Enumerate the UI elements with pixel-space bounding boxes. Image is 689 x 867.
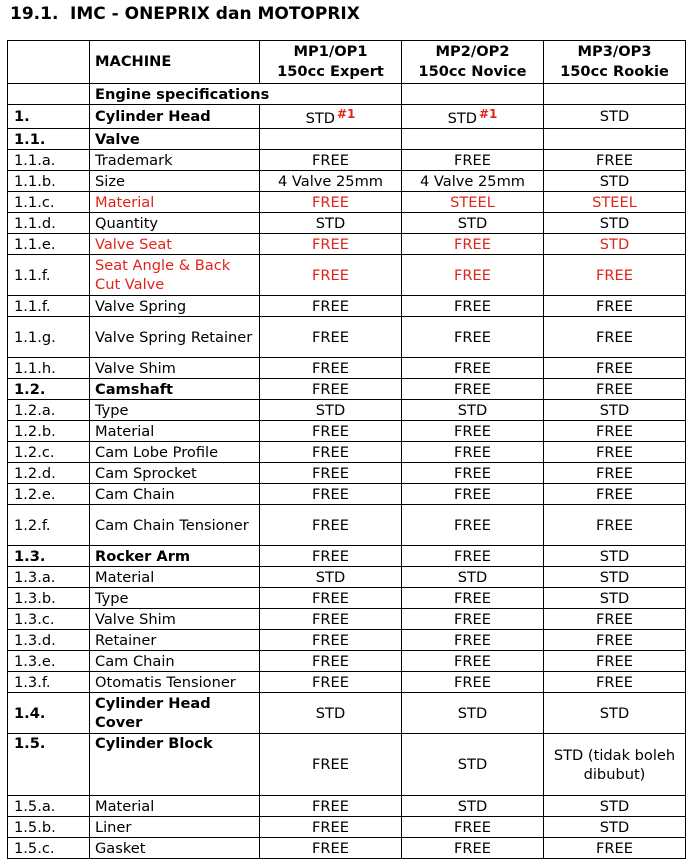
row-value-text: FREE: [312, 443, 349, 461]
row-value-text: FREE: [312, 673, 349, 691]
table-row: [8, 630, 686, 651]
row-value-col3: [544, 484, 686, 505]
row-value-text: FREE: [312, 516, 349, 534]
row-value-col3: [544, 105, 686, 129]
row-value-col1: [260, 129, 402, 150]
row-value-col3: [544, 234, 686, 255]
row-component-name: Material: [90, 421, 260, 442]
row-value-col3: [544, 693, 686, 734]
row-value-col1: [260, 567, 402, 588]
row-value-col2: [402, 171, 544, 192]
row-value-text: 4 Valve 25mm: [419, 172, 526, 190]
header-blank-cell: [8, 41, 90, 84]
row-value-col3: [544, 213, 686, 234]
row-value-col3: [544, 255, 686, 296]
column-header-line1: MP3/OP3: [577, 43, 652, 60]
row-component-name: Valve Shim: [90, 358, 260, 379]
row-value-text: FREE: [312, 652, 349, 670]
row-value-text: FREE: [454, 359, 491, 377]
row-value-text: FREE: [454, 464, 491, 482]
row-value-col1: [260, 672, 402, 693]
row-value-col3: [544, 192, 686, 213]
row-component-name: Retainer: [90, 630, 260, 651]
spec-table-body: [8, 41, 686, 859]
row-value-col3: [544, 129, 686, 150]
row-value-col2: [402, 192, 544, 213]
row-component-name: Seat Angle & Back Cut Valve: [90, 255, 260, 296]
row-number: 1.3.c.: [8, 609, 90, 630]
table-row: [8, 421, 686, 442]
row-number: 1.2.e.: [8, 484, 90, 505]
row-component-name: Cam Sprocket: [90, 463, 260, 484]
table-row: [8, 255, 686, 296]
row-value-col3: [544, 630, 686, 651]
row-value-col1: [260, 400, 402, 421]
footnote-mark: #1: [337, 107, 356, 121]
row-value-text: FREE: [596, 422, 633, 440]
row-value-text: STD: [599, 818, 630, 836]
row-value-col2: [402, 296, 544, 317]
row-value-text: FREE: [596, 359, 633, 377]
row-number: 1.2.a.: [8, 400, 90, 421]
row-value-text: FREE: [312, 589, 349, 607]
column-header-line2: 150cc Novice: [418, 63, 527, 80]
row-value-text: STD (tidak boleh dibubut): [553, 746, 676, 783]
row-value-text: FREE: [454, 516, 491, 534]
section-blank-cell: [8, 84, 90, 105]
row-component-name: Camshaft: [90, 379, 260, 400]
row-value-text: FREE: [312, 631, 349, 649]
row-component-name: Quantity: [90, 213, 260, 234]
row-component-name: Liner: [90, 817, 260, 838]
row-value-text: FREE: [454, 380, 491, 398]
row-number: 1.: [8, 105, 90, 129]
row-value-text: STD: [315, 568, 346, 586]
table-row: [8, 672, 686, 693]
row-value-col3: [544, 651, 686, 672]
row-value-col3: [544, 505, 686, 546]
table-row: [8, 317, 686, 358]
row-value-col2: [402, 421, 544, 442]
row-component-name: Cylinder Head Cover: [90, 693, 260, 734]
row-value-col2: [402, 463, 544, 484]
row-number: 1.1.f.: [8, 296, 90, 317]
row-value-text: STEEL: [592, 193, 637, 211]
row-value-text: FREE: [454, 673, 491, 691]
machine-header: MACHINE: [90, 41, 260, 84]
column-header-line1: MP1/OP1: [293, 43, 368, 60]
row-value-col3: [544, 463, 686, 484]
row-value-col2: [402, 505, 544, 546]
table-row: [8, 838, 686, 859]
row-component-name: Material: [90, 192, 260, 213]
row-value-text: STD: [599, 235, 630, 253]
row-number: 1.2.c.: [8, 442, 90, 463]
row-value-text: STD: [457, 568, 488, 586]
table-row: [8, 817, 686, 838]
table-row: [8, 505, 686, 546]
row-component-name: Cam Chain Tensioner: [90, 505, 260, 546]
table-row: [8, 105, 686, 129]
row-value-col1: [260, 817, 402, 838]
row-value-col3: [544, 171, 686, 192]
row-component-name: Type: [90, 400, 260, 421]
row-value-col1: [260, 379, 402, 400]
row-component-name: Rocker Arm: [90, 546, 260, 567]
row-value-col1: [260, 734, 402, 796]
row-value-text: FREE: [596, 839, 633, 857]
row-component-name: Cam Lobe Profile: [90, 442, 260, 463]
row-number: 1.1.f.: [8, 255, 90, 296]
row-value-text: FREE: [454, 631, 491, 649]
row-value-text: STD: [599, 589, 630, 607]
row-value-text: FREE: [454, 818, 491, 836]
row-value-col1: [260, 463, 402, 484]
table-row: [8, 567, 686, 588]
row-component-name: Valve Spring: [90, 296, 260, 317]
row-value-col2: [402, 129, 544, 150]
row-number: 1.1.h.: [8, 358, 90, 379]
row-value-col3: [544, 421, 686, 442]
row-value-text: FREE: [312, 839, 349, 857]
row-value-col2: [402, 693, 544, 734]
row-component-name: Valve Seat: [90, 234, 260, 255]
row-value-text: FREE: [596, 151, 633, 169]
row-value-text: FREE: [312, 328, 349, 346]
row-value-text: FREE: [312, 359, 349, 377]
row-value-col1: [260, 255, 402, 296]
table-row: [8, 400, 686, 421]
table-row: [8, 609, 686, 630]
row-value-text: FREE: [454, 422, 491, 440]
row-value-text: FREE: [312, 151, 349, 169]
table-row: [8, 588, 686, 609]
row-component-name: Valve Shim: [90, 609, 260, 630]
row-value-col3: [544, 609, 686, 630]
row-value-col1: [260, 317, 402, 358]
row-value-text: STD: [457, 401, 488, 419]
row-component-name: Otomatis Tensioner: [90, 672, 260, 693]
spec-table: [7, 40, 686, 859]
row-value-col3: [544, 588, 686, 609]
row-number: 1.3.a.: [8, 567, 90, 588]
row-value-text: FREE: [596, 673, 633, 691]
row-value-col2: [402, 255, 544, 296]
row-value-text: FREE: [596, 443, 633, 461]
row-value-text: FREE: [596, 464, 633, 482]
row-value-col1: [260, 358, 402, 379]
row-value-col1: [260, 442, 402, 463]
table-row: [8, 192, 686, 213]
row-number: 1.3.f.: [8, 672, 90, 693]
row-value-col3: [544, 379, 686, 400]
row-value-text: FREE: [312, 610, 349, 628]
section-title: Engine specifications: [90, 84, 402, 105]
row-value-text: FREE: [312, 193, 349, 211]
page-heading: [10, 2, 360, 26]
table-row: [8, 358, 686, 379]
table-row: [8, 693, 686, 734]
row-value-text: FREE: [312, 380, 349, 398]
row-value-text: FREE: [596, 652, 633, 670]
row-value-col3: [544, 546, 686, 567]
section-blank-cell: [544, 84, 686, 105]
row-number: 1.1.b.: [8, 171, 90, 192]
row-number: 1.4.: [8, 693, 90, 734]
row-value-col1: [260, 171, 402, 192]
row-value-col2: [402, 400, 544, 421]
table-row: [8, 546, 686, 567]
row-component-name: Cam Chain: [90, 484, 260, 505]
row-value-col2: [402, 609, 544, 630]
table-row: [8, 234, 686, 255]
row-number: 1.3.e.: [8, 651, 90, 672]
row-value-col2: [402, 358, 544, 379]
row-value-col3: [544, 317, 686, 358]
row-value-text: STD: [599, 704, 630, 722]
row-value-text: FREE: [454, 328, 491, 346]
row-value-col1: [260, 421, 402, 442]
row-value-text: FREE: [312, 297, 349, 315]
row-number: 1.5.c.: [8, 838, 90, 859]
row-value-text: FREE: [596, 485, 633, 503]
row-value-text: FREE: [596, 297, 633, 315]
row-value-text: FREE: [454, 589, 491, 607]
row-value-col1: [260, 505, 402, 546]
row-value-text: FREE: [312, 756, 349, 773]
row-value-col2: [402, 630, 544, 651]
row-value-col2: [402, 213, 544, 234]
row-value-col1: [260, 484, 402, 505]
row-value-text: FREE: [454, 610, 491, 628]
row-value-text: FREE: [312, 266, 349, 284]
row-number: 1.1.c.: [8, 192, 90, 213]
row-value-col3: [544, 567, 686, 588]
row-value-col2: [402, 672, 544, 693]
row-value-text: FREE: [454, 443, 491, 461]
table-row: [8, 129, 686, 150]
row-value-text: FREE: [454, 652, 491, 670]
row-value-col2: [402, 838, 544, 859]
row-component-name: Trademark: [90, 150, 260, 171]
column-header-mp3: [544, 41, 686, 84]
row-value-text: STEEL: [450, 193, 495, 211]
row-value-col2: [402, 546, 544, 567]
row-value-text: FREE: [454, 266, 491, 284]
row-value-text: STD: [599, 108, 630, 125]
row-value-col1: [260, 150, 402, 171]
row-value-text: STD: [457, 704, 488, 722]
row-value-text: FREE: [596, 328, 633, 346]
row-component-name: Cylinder Block: [90, 734, 260, 796]
row-value-text: FREE: [596, 516, 633, 534]
row-number: 1.3.d.: [8, 630, 90, 651]
row-value-col2: [402, 588, 544, 609]
row-value-col1: [260, 838, 402, 859]
row-value-text: FREE: [454, 547, 491, 565]
row-number: 1.5.a.: [8, 796, 90, 817]
table-row: [8, 171, 686, 192]
row-value-col1: [260, 192, 402, 213]
row-value-col1: [260, 796, 402, 817]
row-value-text: STD: [599, 214, 630, 232]
column-header-mp2: [402, 41, 544, 84]
row-component-name: Size: [90, 171, 260, 192]
table-row: [8, 379, 686, 400]
heading-title: IMC - ONEPRIX dan MOTOPRIX: [70, 4, 360, 24]
footnote-mark: #1: [479, 107, 498, 121]
row-value-text: 4 Valve 25mm: [277, 172, 384, 190]
row-number: 1.3.: [8, 546, 90, 567]
row-component-name: Material: [90, 567, 260, 588]
row-value-text: FREE: [596, 380, 633, 398]
row-value-col3: [544, 296, 686, 317]
row-component-name: Valve: [90, 129, 260, 150]
row-value-col1: [260, 609, 402, 630]
column-header-line1: MP2/OP2: [435, 43, 510, 60]
row-value-text: FREE: [454, 485, 491, 503]
row-value-col1: [260, 296, 402, 317]
row-number: 1.1.d.: [8, 213, 90, 234]
row-value-col3: [544, 400, 686, 421]
row-number: 1.1.: [8, 129, 90, 150]
row-value-col2: [402, 105, 544, 129]
row-component-name: Type: [90, 588, 260, 609]
row-value-text: FREE: [596, 610, 633, 628]
row-value-text: STD: [457, 797, 488, 815]
table-row: [8, 213, 686, 234]
row-component-name: Cylinder Head: [90, 105, 260, 129]
row-value-col2: [402, 796, 544, 817]
row-value-col2: [402, 317, 544, 358]
row-number: 1.1.e.: [8, 234, 90, 255]
row-value-text: STD: [315, 704, 346, 722]
row-value-col3: [544, 838, 686, 859]
row-value-col3: [544, 796, 686, 817]
table-row: [8, 484, 686, 505]
table-row: [8, 150, 686, 171]
row-value-text: STD: [599, 172, 630, 190]
row-value-col3: [544, 817, 686, 838]
table-row: [8, 442, 686, 463]
row-value-col3: [544, 358, 686, 379]
column-header-line2: 150cc Rookie: [560, 63, 669, 80]
row-number: 1.2.d.: [8, 463, 90, 484]
row-value-col2: [402, 651, 544, 672]
row-component-name: Valve Spring Retainer: [90, 317, 260, 358]
table-header-row: [8, 41, 686, 84]
row-value-text: STD: [599, 797, 630, 815]
row-value-col2: [402, 817, 544, 838]
row-value-text: FREE: [312, 797, 349, 815]
row-value-text: FREE: [312, 547, 349, 565]
row-value-col3: [544, 150, 686, 171]
column-header-mp1: [260, 41, 402, 84]
row-value-text: STD: [599, 568, 630, 586]
column-header-line2: 150cc Expert: [277, 63, 384, 80]
row-value-col2: [402, 567, 544, 588]
row-number: 1.2.: [8, 379, 90, 400]
row-value-text: STD: [315, 214, 346, 232]
row-value-text: FREE: [454, 151, 491, 169]
row-value-text: STD: [457, 214, 488, 232]
row-number: 1.2.b.: [8, 421, 90, 442]
row-number: 1.1.a.: [8, 150, 90, 171]
table-row: [8, 796, 686, 817]
row-value-col1: [260, 546, 402, 567]
row-value-col2: [402, 484, 544, 505]
row-value-col2: [402, 734, 544, 796]
row-number: 1.1.g.: [8, 317, 90, 358]
row-value-text: FREE: [312, 422, 349, 440]
row-value-col2: [402, 442, 544, 463]
row-value-text: FREE: [454, 839, 491, 857]
row-value-text: STD: [599, 547, 630, 565]
section-row: [8, 84, 686, 105]
row-value-text: STD: [305, 110, 335, 127]
table-row: [8, 463, 686, 484]
row-value-text: FREE: [312, 818, 349, 836]
row-value-col1: [260, 105, 402, 129]
row-value-text: FREE: [596, 266, 633, 284]
row-value-col2: [402, 150, 544, 171]
row-component-name: Gasket: [90, 838, 260, 859]
table-row: [8, 651, 686, 672]
row-value-text: FREE: [454, 235, 491, 253]
row-value-text: STD: [315, 401, 346, 419]
row-value-col1: [260, 693, 402, 734]
row-component-name: Material: [90, 796, 260, 817]
row-component-name: Cam Chain: [90, 651, 260, 672]
row-number: 1.2.f.: [8, 505, 90, 546]
table-row: [8, 734, 686, 796]
row-value-col1: [260, 234, 402, 255]
row-value-col1: [260, 588, 402, 609]
row-value-text: FREE: [454, 297, 491, 315]
row-value-text: FREE: [312, 464, 349, 482]
row-value-text: STD: [457, 756, 488, 773]
row-value-col3: [544, 734, 686, 796]
row-value-col3: [544, 672, 686, 693]
row-value-col1: [260, 651, 402, 672]
row-value-text: FREE: [312, 235, 349, 253]
row-value-text: STD: [447, 110, 477, 127]
row-value-col1: [260, 213, 402, 234]
row-value-text: FREE: [312, 485, 349, 503]
section-blank-cell: [402, 84, 544, 105]
row-value-text: FREE: [596, 631, 633, 649]
heading-number: 19.1.: [10, 4, 59, 24]
row-number: 1.5.: [8, 734, 90, 796]
row-number: 1.5.b.: [8, 817, 90, 838]
row-value-text: STD: [599, 401, 630, 419]
row-number: 1.3.b.: [8, 588, 90, 609]
table-row: [8, 296, 686, 317]
row-value-col1: [260, 630, 402, 651]
row-value-col3: [544, 442, 686, 463]
row-value-col2: [402, 234, 544, 255]
row-value-col2: [402, 379, 544, 400]
